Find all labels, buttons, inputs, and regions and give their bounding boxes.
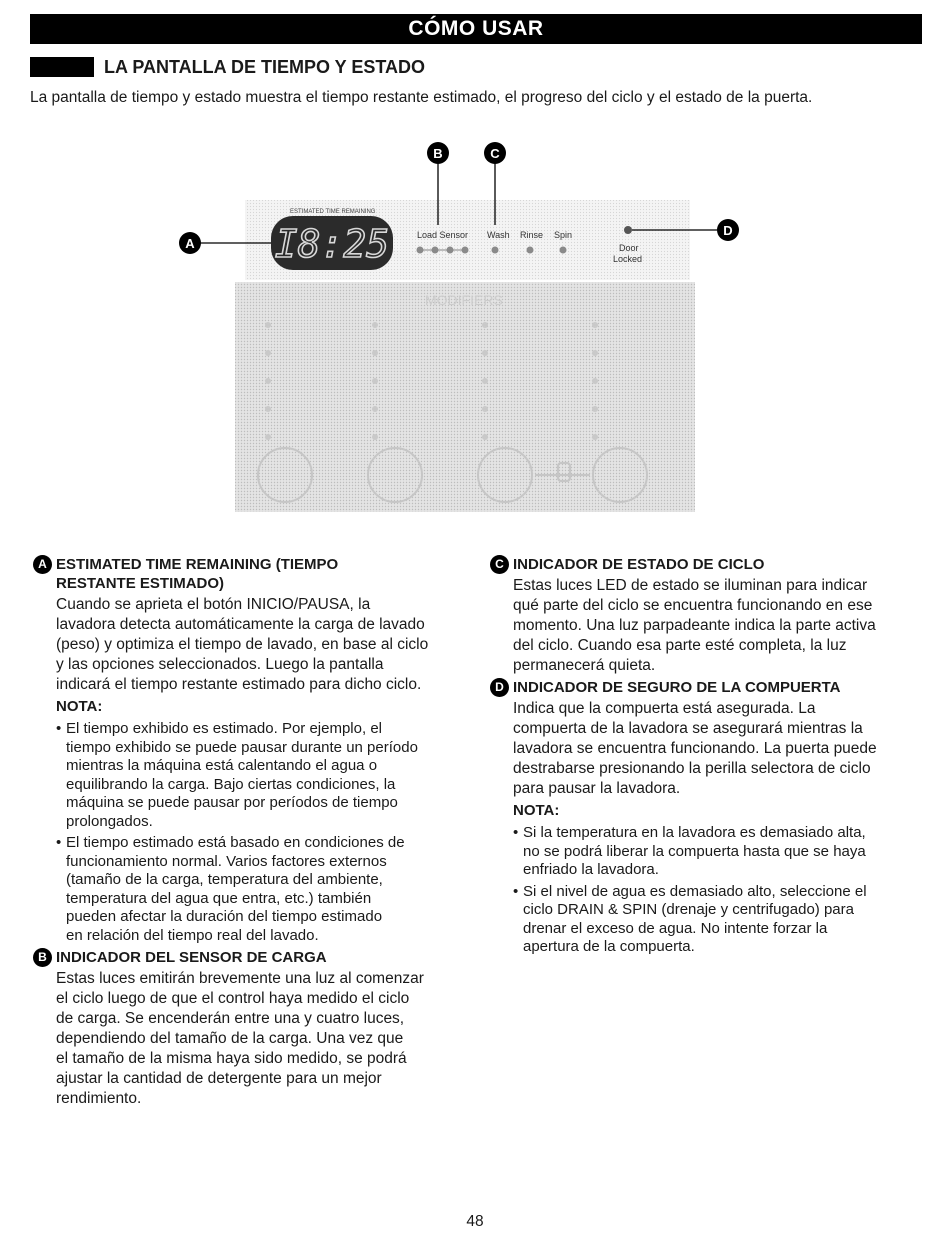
callout-d (717, 219, 739, 241)
wash-label: Wash (487, 230, 510, 240)
paragraph-a (33, 595, 463, 695)
text-line: el tamaño de la misma haya sido medido, se podrá (56, 1050, 407, 1067)
list-item: • Si el nivel de agua es demasiado alto, seleccione el ciclo DRAIN & SPIN (drenaje y centrifugado) para drenar el exceso de agua. No intente forzar la apertura de la compuerta. (513, 882, 867, 955)
text-line: indicará el tiempo restante estimado para dicho ciclo. (56, 676, 422, 693)
section-marker-bar (30, 57, 94, 77)
text-line: Estas luces LED de estado se iluminan para indicar (513, 577, 868, 594)
text-line: Cuando se aprieta el botón INICIO/PAUSA, la (56, 596, 371, 613)
paragraph-b (33, 969, 463, 1109)
text-line: funcionamiento normal. Varios factores externos (66, 852, 387, 870)
section-title: LA PANTALLA DE TIEMPO Y ESTADO (104, 56, 426, 77)
right-column (490, 555, 915, 960)
text-line: qué parte del ciclo se encuentra funcionando en ese (513, 597, 873, 614)
text-line: (peso) y optimiza el tiempo de lavado, en base al ciclo (56, 636, 429, 653)
text-line: (tamaño de la carga, temperatura del ambiente, (66, 871, 383, 888)
display-caption: ESTIMATED TIME REMAINING (290, 209, 376, 215)
text-line: tiempo exhibido se puede pausar durante un período (66, 738, 418, 756)
control-panel-figure (150, 130, 770, 520)
heading-c-text: INDICADOR DE ESTADO DE CICLO (513, 556, 765, 573)
list-item: • Si la temperatura en la lavadora es demasiado alta, no se podrá liberar la compuerta hasta que se haya enfriado la lavadora. (513, 824, 866, 878)
rinse-label: Rinse (520, 230, 544, 240)
text-line: Indica que la compuerta está asegurada. La (513, 700, 816, 717)
text-line: Estas luces emitirán brevemente una luz al comenzar (56, 970, 424, 987)
text-line: drenar el exceso de agua. No intente forzar la (523, 919, 828, 937)
heading-c (490, 555, 915, 574)
nota-label: NOTA: (513, 802, 560, 819)
door-locked-line1: Door (619, 243, 639, 253)
door-locked-line2: Locked (613, 254, 643, 264)
badge-a: A (33, 555, 52, 574)
intro-text: La pantalla de tiempo y estado muestra el tiempo restante estimado, el progreso del ciclo y el estado de la puerta. (30, 89, 813, 106)
list-item: • El tiempo estimado está basado en condiciones de funcionamiento normal. Varios factores externos (tamaño de la carga, temperatura del ambiente, temperatura del agua que entra, etc.) también pueden afectar la duración del tiempo estimado en relación del tiempo real del lavado. (56, 834, 405, 944)
svg-text:B: B (433, 146, 443, 161)
text-line: El tiempo estimado está basado en condiciones de (66, 834, 405, 851)
text-line: en relación del tiempo real del lavado. (66, 926, 319, 944)
text-line: El tiempo exhibido es estimado. Por ejemplo, el (66, 720, 382, 737)
text-line: lavadora se encuentra funcionando. La puerta puede (513, 740, 877, 757)
text-line: de carga. Se encenderán entre una y cuatro luces, (56, 1010, 405, 1027)
text-line: momento. Una luz parpadeante indica la parte activa (513, 617, 876, 634)
text-line: del ciclo. Cuando esa parte esté completa, la luz (513, 637, 847, 654)
text-line: máquina se puede pausar por períodos de tiempo (66, 794, 398, 811)
text-line: equilibrando la carga. Bajo ciertas condiciones, la (66, 775, 396, 793)
text-line: el ciclo luego de que el control haya medido el ciclo (56, 990, 410, 1007)
heading-b (33, 948, 463, 967)
badge-d: D (490, 678, 509, 697)
text-line: pueden afectar la duración del tiempo estimado (66, 908, 383, 925)
nota-bullets (490, 824, 915, 957)
load-sensor-label: Load Sensor (417, 230, 469, 240)
text-line: prolongados. (66, 812, 153, 830)
heading-b-text: INDICADOR DEL SENSOR DE CARGA (56, 949, 327, 966)
left-column (33, 555, 463, 1111)
list-item: • El tiempo exhibido es estimado. Por ejemplo, el tiempo exhibido se puede pausar durante un período mientras la máquina está calentando el agua o equilibrando la carga. Bajo ciertas condiciones, la máquina se puede pausar por períodos de tiempo prolongados. (56, 720, 418, 830)
svg-text:C: C (490, 146, 500, 161)
door-locked-led (624, 226, 632, 234)
page-banner: CÓMO USAR (30, 14, 922, 44)
badge-c: C (490, 555, 509, 574)
callout-a (179, 232, 201, 254)
section-header (30, 56, 425, 78)
heading-d-text: INDICADOR DE SEGURO DE LA COMPUERTA (513, 679, 841, 696)
text-line: enfriado la lavadora. (523, 861, 659, 878)
badge-b: B (33, 948, 52, 967)
text-line: compuerta de la lavadora se asegurará mientras la (513, 720, 863, 737)
text-line: no se podrá liberar la compuerta hasta que se haya (523, 842, 866, 860)
text-line: rendimiento. (56, 1090, 142, 1107)
paragraph-c (490, 576, 915, 676)
svg-text:D: D (723, 223, 733, 238)
callout-b (427, 142, 449, 164)
text-line: mientras la máquina está calentando el agua o (66, 757, 378, 774)
nota-bullets (33, 720, 463, 945)
callout-c (484, 142, 506, 164)
text-line: Si el nivel de agua es demasiado alto, seleccione el (523, 882, 867, 900)
text-line: apertura de la compuerta. (523, 938, 695, 955)
modifiers-label: MODIFIERS (425, 292, 503, 308)
text-line: dependiendo del tamaño de la carga. Una vez que (56, 1030, 404, 1047)
nota-label: NOTA: (56, 698, 103, 715)
heading-a-line2: RESTANTE ESTIMADO) (56, 575, 225, 592)
modifiers-panel (235, 282, 695, 512)
heading-a-line1: ESTIMATED TIME REMAINING (TIEMPO (56, 556, 339, 573)
text-line: Si la temperatura en la lavadora es demasiado alta, (523, 824, 866, 841)
text-line: temperatura del agua que entra, etc.) también (66, 889, 372, 907)
text-line: y las opciones seleccionados. Luego la pantalla (56, 656, 384, 673)
time-display-digits: I8:25 (274, 222, 390, 266)
text-line: para pausar la lavadora. (513, 780, 681, 797)
svg-text:A: A (185, 236, 195, 251)
spin-label: Spin (554, 230, 573, 240)
text-line: ajustar la cantidad de detergente para un mejor (56, 1070, 382, 1087)
text-line: permanecerá quieta. (513, 657, 656, 674)
text-line: ciclo DRAIN & SPIN (drenaje y centrifugado) para (523, 901, 854, 918)
heading-a (33, 555, 463, 593)
paragraph-d (490, 699, 915, 799)
text-line: destrabarse presionando la perilla selectora de ciclo (513, 760, 871, 777)
text-line: lavadora detecta automáticamente la carga de lavado (56, 616, 425, 633)
page-number: 48 (466, 1213, 484, 1230)
heading-d (490, 678, 915, 697)
